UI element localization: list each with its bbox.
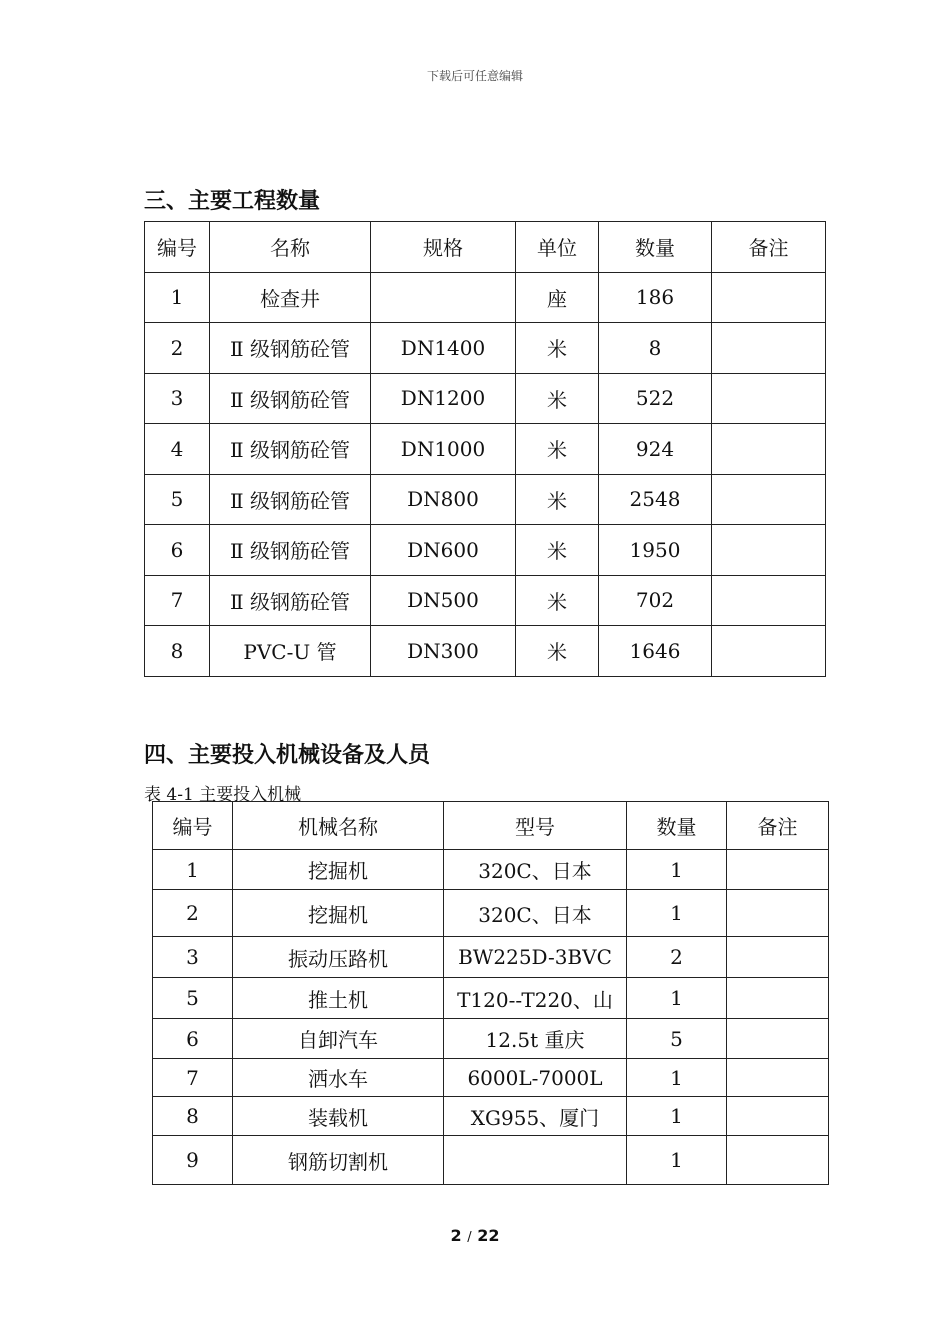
cell-number: 9 <box>153 1136 233 1185</box>
cell-quantity: 1646 <box>599 626 712 677</box>
column-header: 型号 <box>444 802 627 850</box>
cell-remark <box>712 272 826 323</box>
cell-remark <box>727 937 829 978</box>
cell-number: 2 <box>145 323 210 374</box>
table-row <box>145 626 826 677</box>
table-row <box>153 890 829 937</box>
cell-model <box>444 1136 627 1185</box>
cell-spec: DN800 <box>371 474 516 525</box>
cell-remark <box>727 1059 829 1097</box>
cell-unit: 米 <box>516 525 599 576</box>
cell-machine-name: 振动压路机 <box>233 937 444 978</box>
cell-remark <box>727 890 829 937</box>
cell-model: BW225D-3BVC <box>444 937 627 978</box>
total-pages: 22 <box>477 1226 500 1245</box>
cell-quantity: 1 <box>627 890 727 937</box>
cell-model: 320C、日本 <box>444 850 627 890</box>
cell-model: 12.5t 重庆 <box>444 1019 627 1059</box>
column-header: 名称 <box>210 222 371 273</box>
column-header: 单位 <box>516 222 599 273</box>
table-row <box>145 373 826 424</box>
cell-number: 6 <box>153 1019 233 1059</box>
cell-spec: DN600 <box>371 525 516 576</box>
column-header: 规格 <box>371 222 516 273</box>
table-row <box>153 937 829 978</box>
table-row <box>153 1019 829 1059</box>
column-header: 机械名称 <box>233 802 444 850</box>
table-header-row <box>153 802 829 850</box>
cell-number: 2 <box>153 890 233 937</box>
cell-remark <box>712 323 826 374</box>
cell-number: 5 <box>153 978 233 1019</box>
cell-number: 7 <box>153 1059 233 1097</box>
cell-spec: DN500 <box>371 575 516 626</box>
cell-remark <box>712 525 826 576</box>
cell-name: Ⅱ 级钢筋砼管 <box>210 474 371 525</box>
table-row <box>153 1097 829 1136</box>
table-row <box>145 525 826 576</box>
cell-name: Ⅱ 级钢筋砼管 <box>210 575 371 626</box>
table-row <box>153 978 829 1019</box>
page-number <box>0 1226 950 1245</box>
cell-machine-name: 洒水车 <box>233 1059 444 1097</box>
table-row <box>153 1059 829 1097</box>
cell-model: T120--T220、山 <box>444 978 627 1019</box>
cell-quantity: 186 <box>599 272 712 323</box>
cell-quantity: 1 <box>627 1059 727 1097</box>
cell-quantity: 8 <box>599 323 712 374</box>
cell-model: 6000L-7000L <box>444 1059 627 1097</box>
cell-name: Ⅱ 级钢筋砼管 <box>210 525 371 576</box>
cell-number: 8 <box>145 626 210 677</box>
cell-remark <box>712 575 826 626</box>
cell-unit: 米 <box>516 323 599 374</box>
column-header: 数量 <box>599 222 712 273</box>
quantities-table <box>144 221 826 677</box>
cell-number: 7 <box>145 575 210 626</box>
cell-name: Ⅱ 级钢筋砼管 <box>210 424 371 475</box>
cell-spec: DN1200 <box>371 373 516 424</box>
cell-name: PVC-U 管 <box>210 626 371 677</box>
cell-machine-name: 推土机 <box>233 978 444 1019</box>
cell-quantity: 5 <box>627 1019 727 1059</box>
cell-spec: DN300 <box>371 626 516 677</box>
cell-machine-name: 挖掘机 <box>233 890 444 937</box>
cell-quantity: 1950 <box>599 525 712 576</box>
cell-spec <box>371 272 516 323</box>
cell-quantity: 1 <box>627 1097 727 1136</box>
cell-name: Ⅱ 级钢筋砼管 <box>210 323 371 374</box>
column-header: 编号 <box>145 222 210 273</box>
table-row <box>145 272 826 323</box>
cell-unit: 米 <box>516 373 599 424</box>
cell-machine-name: 装载机 <box>233 1097 444 1136</box>
cell-unit: 米 <box>516 474 599 525</box>
table-header-row <box>145 222 826 273</box>
cell-spec: DN1400 <box>371 323 516 374</box>
cell-number: 4 <box>145 424 210 475</box>
cell-name: 检查井 <box>210 272 371 323</box>
section-title-machinery: 四、主要投入机械设备及人员 <box>144 743 431 768</box>
cell-number: 3 <box>153 937 233 978</box>
table-row <box>153 850 829 890</box>
cell-remark <box>727 1097 829 1136</box>
cell-number: 3 <box>145 373 210 424</box>
column-header: 编号 <box>153 802 233 850</box>
cell-machine-name: 钢筋切割机 <box>233 1136 444 1185</box>
cell-machine-name: 挖掘机 <box>233 850 444 890</box>
cell-model: 320C、日本 <box>444 890 627 937</box>
table-row <box>145 424 826 475</box>
table-row <box>145 575 826 626</box>
cell-quantity: 1 <box>627 1136 727 1185</box>
cell-remark <box>712 626 826 677</box>
column-header: 备注 <box>712 222 826 273</box>
cell-number: 8 <box>153 1097 233 1136</box>
cell-unit: 米 <box>516 575 599 626</box>
header-note: 下载后可任意编辑 <box>426 69 523 83</box>
cell-number: 6 <box>145 525 210 576</box>
cell-quantity: 522 <box>599 373 712 424</box>
table-row <box>153 1136 829 1185</box>
cell-unit: 座 <box>516 272 599 323</box>
table-row <box>145 323 826 374</box>
page-separator: / <box>467 1230 472 1245</box>
cell-remark <box>727 978 829 1019</box>
cell-number: 1 <box>145 272 210 323</box>
cell-unit: 米 <box>516 424 599 475</box>
cell-quantity: 1 <box>627 850 727 890</box>
cell-quantity: 2 <box>627 937 727 978</box>
cell-remark <box>727 1019 829 1059</box>
cell-machine-name: 自卸汽车 <box>233 1019 444 1059</box>
cell-unit: 米 <box>516 626 599 677</box>
column-header: 数量 <box>627 802 727 850</box>
current-page: 2 <box>450 1226 462 1245</box>
section-title-quantities: 三、主要工程数量 <box>144 189 321 214</box>
cell-remark <box>712 373 826 424</box>
cell-quantity: 1 <box>627 978 727 1019</box>
table-row <box>145 474 826 525</box>
cell-spec: DN1000 <box>371 424 516 475</box>
cell-remark <box>727 1136 829 1185</box>
cell-model: XG955、厦门 <box>444 1097 627 1136</box>
cell-number: 1 <box>153 850 233 890</box>
cell-remark <box>727 850 829 890</box>
cell-number: 5 <box>145 474 210 525</box>
machinery-table <box>152 801 829 1185</box>
column-header: 备注 <box>727 802 829 850</box>
cell-quantity: 924 <box>599 424 712 475</box>
cell-quantity: 2548 <box>599 474 712 525</box>
cell-name: Ⅱ 级钢筋砼管 <box>210 373 371 424</box>
cell-remark <box>712 474 826 525</box>
cell-quantity: 702 <box>599 575 712 626</box>
table-caption: 表 4-1 主要投入机械 <box>144 785 302 805</box>
cell-remark <box>712 424 826 475</box>
